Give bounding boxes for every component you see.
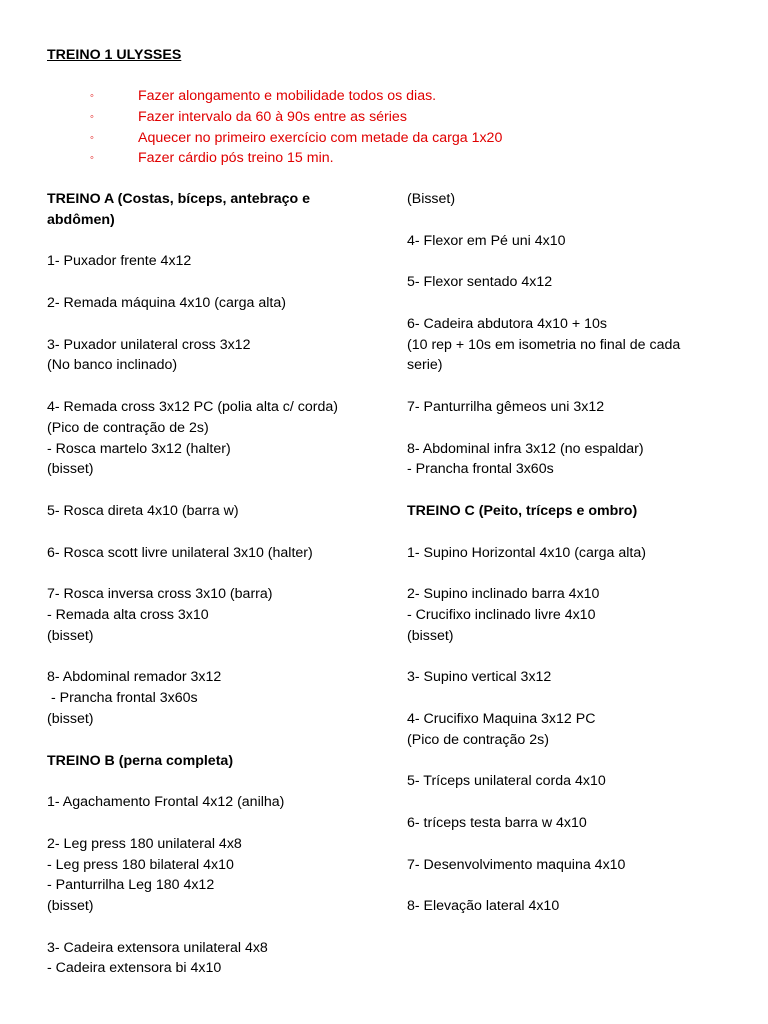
exercise-line: 6- tríceps testa barra w 4x10: [407, 814, 587, 831]
treino-a-heading: TREINO A (Costas, bíceps, antebraço e: [47, 191, 311, 207]
circle-bullet-icon: ◦: [90, 110, 94, 123]
exercise-pair: - Cadeira extensora bi 4x10: [47, 960, 222, 977]
instruction-text: Fazer intervalo da 60 à 90s entre as séries: [138, 108, 407, 125]
instruction-text: Aquecer no primeiro exercício com metade da carga 1x20: [138, 129, 503, 146]
document-title: TREINO 1 ULYSSES: [47, 47, 182, 63]
bisset-note: (bisset): [407, 627, 454, 644]
exercise-line: 8- Abdominal infra 3x12 (no espaldar): [407, 440, 644, 457]
right-column: [407, 189, 737, 917]
exercise-line: 3- Puxador unilateral cross 3x12: [47, 336, 251, 353]
exercise-pair: - Prancha frontal 3x60s: [407, 461, 554, 478]
circle-bullet-icon: ◦: [90, 90, 94, 102]
circle-bullet-icon: ◦: [90, 131, 94, 144]
circle-bullet-icon: ◦: [90, 152, 94, 165]
exercise-line: 4- Crucifixo Maquina 3x12 PC: [407, 710, 596, 727]
exercise-line: 7- Desenvolvimento maquina 4x10: [407, 856, 626, 873]
instruction-text: Fazer alongamento e mobilidade todos os dias.: [138, 88, 437, 104]
exercise-line: 8- Abdominal remador 3x12: [47, 669, 222, 686]
exercise-note: (Pico de contração de 2s): [47, 419, 209, 436]
exercise-pair: - Prancha frontal 3x60s: [47, 690, 198, 707]
exercise-line: 1- Agachamento Frontal 4x12 (anilha): [47, 794, 285, 811]
exercise-pair: - Remada alta cross 3x10: [47, 606, 209, 623]
exercise-line: 5- Flexor sentado 4x12: [407, 274, 553, 291]
left-column: [47, 189, 367, 979]
treino-c-heading: TREINO C (Peito, tríceps e ombro): [407, 502, 638, 519]
bisset-note: (Bisset): [407, 191, 456, 207]
exercise-note-cont: serie): [407, 357, 443, 374]
exercise-line: 2- Leg press 180 unilateral 4x8: [47, 835, 242, 852]
exercise-line: 2- Remada máquina 4x10 (carga alta): [47, 294, 286, 311]
exercise-note: (10 rep + 10s em isometria no final de cada: [407, 336, 681, 353]
exercise-pair: - Crucifixo inclinado livre 4x10: [407, 606, 596, 623]
exercise-line: 1- Puxador frente 4x12: [47, 253, 192, 270]
exercise-pair: - Leg press 180 bilateral 4x10: [47, 856, 234, 873]
bisset-note: (bisset): [47, 710, 94, 727]
treino-b-heading: TREINO B (perna completa): [47, 752, 234, 769]
treino-a-heading-cont: abdômen): [47, 211, 115, 228]
bisset-note: (bisset): [47, 461, 94, 478]
exercise-note: (No banco inclinado): [47, 357, 178, 374]
bisset-note: (bisset): [47, 627, 94, 644]
exercise-line: 8- Elevação lateral 4x10: [407, 898, 560, 915]
exercise-line: 6- Cadeira abdutora 4x10 + 10s: [407, 315, 607, 332]
bisset-note: (bisset): [47, 898, 94, 915]
exercise-line: 4- Flexor em Pé uni 4x10: [407, 232, 566, 249]
exercise-line: 1- Supino Horizontal 4x10 (carga alta): [407, 544, 646, 561]
instruction-text: Fazer cárdio pós treino 15 min.: [138, 150, 334, 167]
exercise-line: 5- Rosca direta 4x10 (barra w): [47, 502, 239, 519]
exercise-line: 2- Supino inclinado barra 4x10: [407, 586, 600, 603]
exercise-line: 4- Remada cross 3x12 PC (polia alta c/ corda): [47, 398, 338, 415]
exercise-pair: - Panturrilha Leg 180 4x12: [47, 877, 215, 894]
exercise-note: (Pico de contração 2s): [407, 731, 549, 748]
exercise-line: 3- Cadeira extensora unilateral 4x8: [47, 939, 268, 956]
exercise-line: 3- Supino vertical 3x12: [407, 669, 552, 686]
exercise-line: 5- Tríceps unilateral corda 4x10: [407, 773, 606, 790]
exercise-line: 7- Panturrilha gêmeos uni 3x12: [407, 398, 605, 415]
exercise-line: 6- Rosca scott livre unilateral 3x10 (halter): [47, 544, 313, 561]
exercise-line: 7- Rosca inversa cross 3x10 (barra): [47, 586, 273, 603]
exercise-pair: - Rosca martelo 3x12 (halter): [47, 440, 231, 457]
